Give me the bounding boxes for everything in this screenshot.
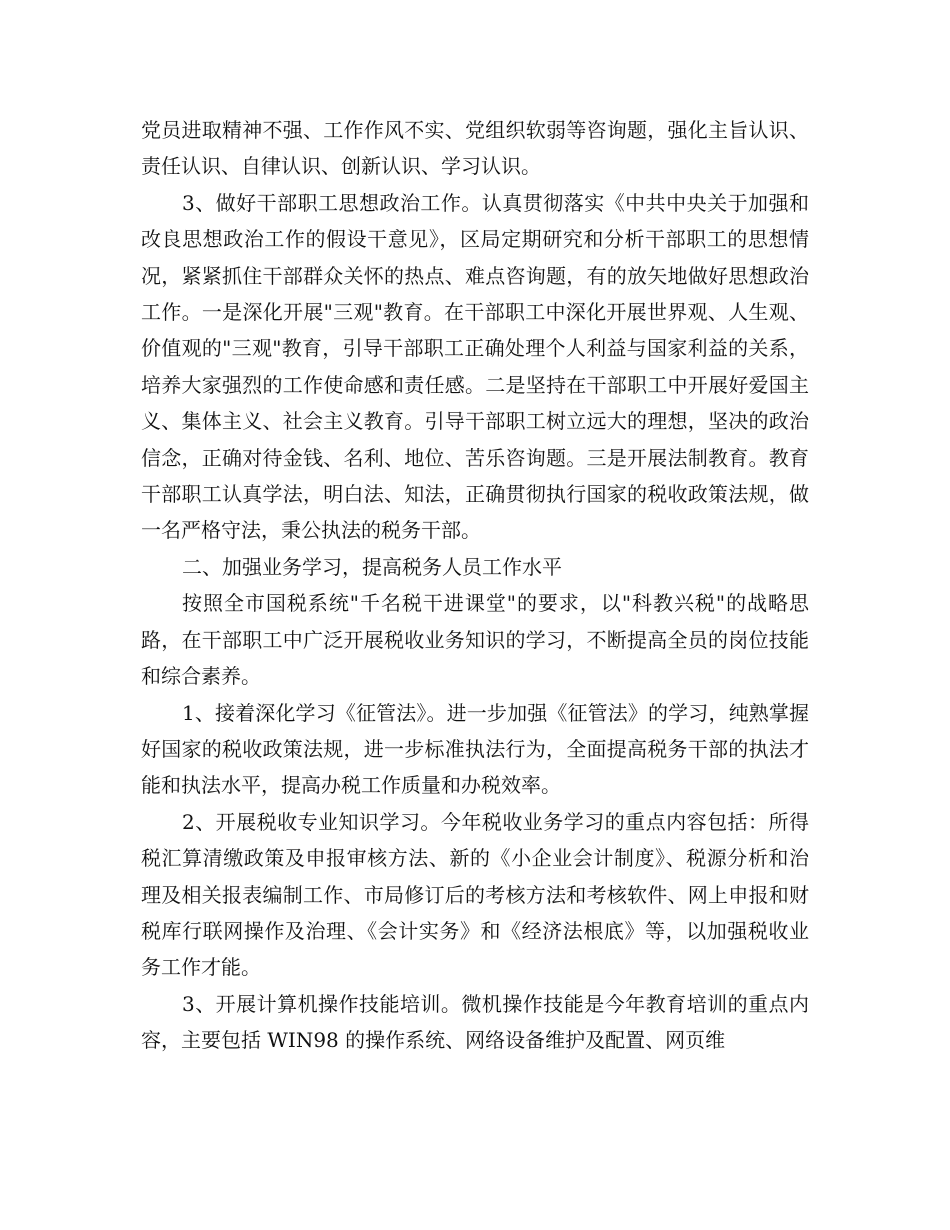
paragraph-4: 1、接着深化学习《征管法》。进一步加强《征管法》的学习，纯熟掌握好国家的税收政策法规，进一步标准执法行为，全面提高税务干部的执法才能和执法水平，提高办税工作质量和办税效率。 xyxy=(141,700,809,798)
paragraph-5: 2、开展税收专业知识学习。今年税收业务学习的重点内容包括：所得税汇算清缴政策及申报审核方法、新的《小企业会计制度》、税源分析和治理及相关报表编制工作、市局修订后的考核方法和考核软件、网上申报和财税库行联网操作及治理、《会计实务》和《经济法根底》等，以加强税收业务工作才能。 xyxy=(141,809,809,980)
document-body xyxy=(141,112,809,1059)
paragraph-1: 党员进取精神不强、工作作风不实、党组织软弱等咨询题，强化主旨认识、责任认识、自律认识、创新认识、学习认识。 xyxy=(141,118,809,179)
paragraph-2: 3、做好干部职工思想政治工作。认真贯彻落实《中共中央关于加强和改良思想政治工作的假设干意见》，区局定期研究和分析干部职工的思想情况，紧紧抓住干部群众关怀的热点、难点咨询题，有的放矢地做好思想政治工作。一是深化开展"三观"教育。在干部职工中深化开展世界观、人生观、价值观的"三观"教育，引导干部职工正确处理个人利益与国家利益的关系，培养大家强烈的工作使命感和责任感。二是坚持在干部职工中开展好爱国主义、集体主义、社会主义教育。引导干部职工树立远大的理想，坚决的政治信念，正确对待金钱、名利、地位、苦乐咨询题。三是开展法制教育。教育干部职工认真学法，明白法、知法，正确贯彻执行国家的税收政策法规，做一名严格守法，秉公执法的税务干部。 xyxy=(141,190,809,543)
paragraph-3: 按照全市国税系统"千名税干进课堂"的要求，以"科教兴税"的战略思路，在干部职工中广泛开展税收业务知识的学习，不断提高全员的岗位技能和综合素养。 xyxy=(141,591,809,689)
paragraph-6: 3、开展计算机操作技能培训。微机操作技能是今年教育培训的重点内容，主要包括 WIN98 的操作系统、网络设备维护及配置、网页维 xyxy=(141,991,809,1053)
section-heading: 二、加强业务学习，提高税务人员工作水平 xyxy=(182,554,562,579)
